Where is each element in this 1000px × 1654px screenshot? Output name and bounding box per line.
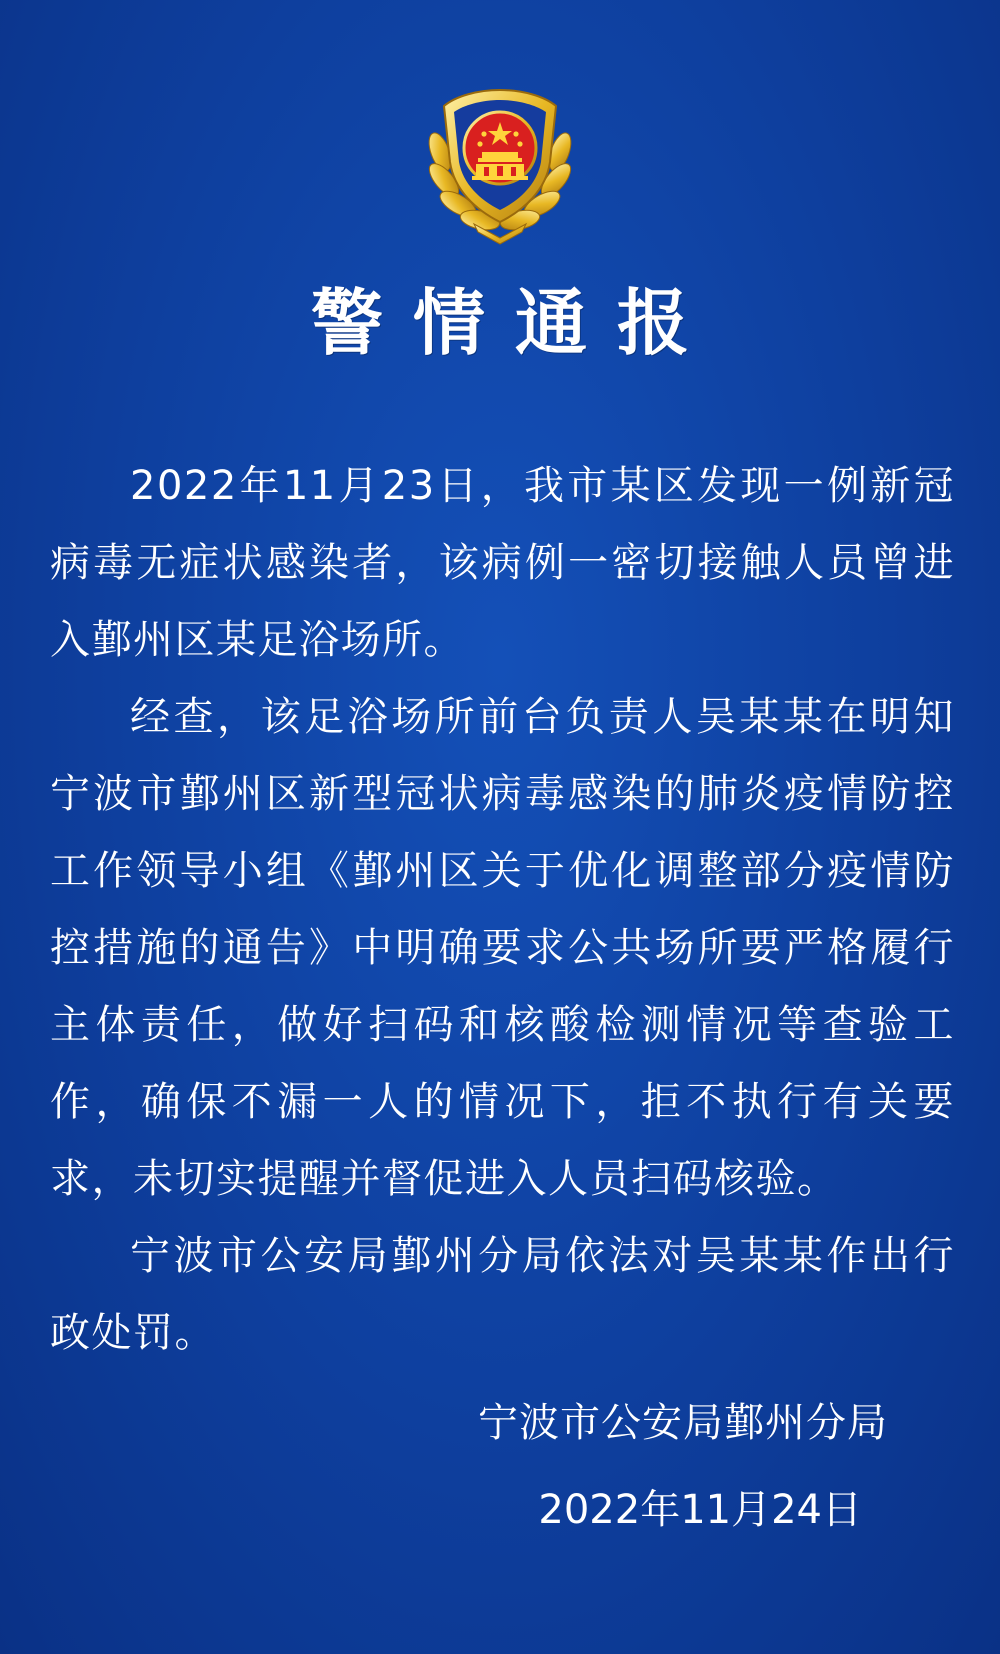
signature: 宁波市公安局鄞州分局 xyxy=(478,1400,888,1446)
issue-date: 2022年11月24日 xyxy=(538,1487,862,1533)
paragraph-penalty: 宁波市公安局鄞州分局依法对吴某某作出行政处罚。 xyxy=(50,1233,955,1356)
paragraph-findings: 经查，该足浴场所前台负责人吴某某在明知宁波市鄞州区新型冠状病毒感染的肺炎疫情防控工作领导小组《鄞州区关于优化调整部分疫情防控措施的通告》中明确要求公共场所要严格履行主体责任，做好扫码和核酸检测情况等查验工作，确保不漏一人的情况下，拒不执行有关要求，未切实提醒并督促进入人员扫码核验。 xyxy=(50,694,955,1202)
notice-title: 警情通报 xyxy=(310,280,719,365)
paragraph-incident: 2022年11月23日，我市某区发现一例新冠病毒无症状感染者，该病例一密切接触人员曾进入鄞州区某足浴场所。 xyxy=(50,463,955,663)
notice-body xyxy=(50,448,955,1372)
police-emblem-icon xyxy=(418,82,582,246)
